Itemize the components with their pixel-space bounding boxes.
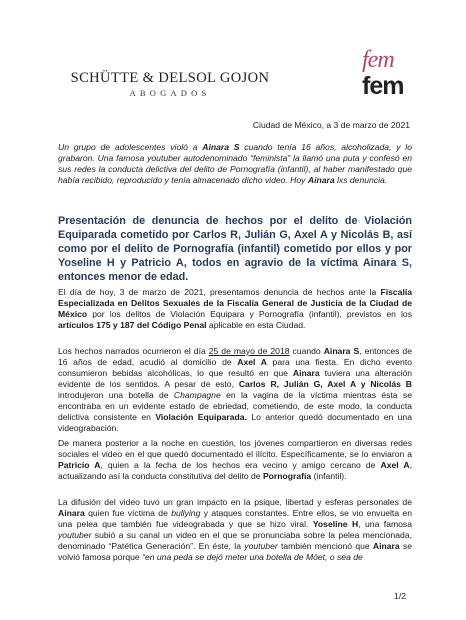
p3-text: De manera posterior a la noche en cuestión, los jóvenes compartieron en diversas redes sociales el video en el que quedó documentado el ilícito. Específicamente, se lo enviaron a <box>58 438 412 459</box>
intro-text: Un grupo de adolescentes violó a <box>58 142 203 152</box>
p4-text: y ataques constantes. Entre ellos, se vio envuelta en una pelea que también fue videograbada y que se hizo viral. <box>58 508 412 529</box>
document-title: Presentación de denuncia de hechos por el delito de Violación Equiparada cometido por Carlos R, Julián G, Axel A y Nicolás B, así como por el delito de Pornografía (infantil) cometido por ellos y por Yoseline H y Patricio A, todos en agravio de la víctima Ainara S, entonces menor de edad. <box>58 215 412 283</box>
p2-italic: Champagne <box>173 390 221 400</box>
firm-name: SCHÜTTE & DELSOL GOJON <box>70 70 270 86</box>
p4-italic: “en una peda se dejó meter una botella de Möet, o sea de <box>142 552 363 562</box>
date-line: Ciudad de México, a 3 de marzo de 2021 <box>252 120 410 130</box>
firm-logo <box>60 70 280 98</box>
p4-bold: Ainara <box>58 508 85 518</box>
p3-text: , quien a la fecha de los hechos era vecino y amigo cercano de <box>100 460 381 470</box>
page-number: 1/2 <box>394 591 406 601</box>
p2-text: para una fiesta. En dicho evento consumieron bebidas alcohólicas, lo que resultó en que <box>58 357 412 378</box>
paragraph-2 <box>58 346 412 434</box>
p3-bold: Pornografía <box>262 471 312 481</box>
p4-italic: bullying <box>171 508 201 518</box>
paragraph-3 <box>58 438 412 482</box>
p2-text: tuviera una alteración evidente de los sentidos. A pesar de esto, <box>58 368 412 389</box>
p1-text: aplicable en esta Ciudad. <box>206 320 306 330</box>
p1-text: El día de hoy, 3 de marzo de 2021, presentamos denuncia de hechos ante la <box>58 287 381 297</box>
p4-text: subió a su canal un video en el que se pronunciaba sobre la pelea mencionada, denominado “Patética Generación”. En éste, la <box>58 530 412 551</box>
p2-bold: Ainara S <box>323 346 360 356</box>
p2-text: Lo anterior quedó documentado en una videograbación. <box>58 412 412 433</box>
p4-italic: youtuber <box>244 541 278 551</box>
p1-bold: artículos 175 y 187 del Código Penal <box>58 320 207 330</box>
p2-bold: Axel A <box>237 357 267 367</box>
p1-bold: Fiscalía Especializada en Delitos Sexuales de la Fiscalía General de Justicia de la Ciudad de México <box>58 287 412 319</box>
p3-text: , actualizando así la conducta constitutiva del delito de <box>58 460 413 481</box>
p3-bold: Axel A <box>380 460 410 470</box>
p2-text: , entonces de 16 años de edad, acudió al domicilio de <box>58 346 412 367</box>
p2-text: Los hechos narrados ocurrieron el día <box>58 346 209 356</box>
p2-text: en la vagina de la víctima mientras ésta se encontraba en un evidente estado de ebriedad, cometiendo, de este modo, la conducta delictiva consistente en <box>58 390 412 422</box>
intro-text: cuando tenía 16 años, alcoholizada, y lo grabaron. Una famosa youtuber autodenominado “feminista” la llamó una puta y confesó en sus redes la conducta delictiva del delito de Pornografía (infantil), al haber manifestado que había recibido, reproducido y tenía almacenado dicho video. Hoy <box>58 142 412 185</box>
p2-bold: Carlos R, Julián G, Axel A y Nicolás B <box>238 379 412 389</box>
p2-bold: Ainara <box>292 368 320 378</box>
p4-text: , una famosa <box>358 519 412 529</box>
p3-text: (infantil). <box>311 471 347 481</box>
p4-text: también mencionó que <box>277 541 373 551</box>
p2-text: introdujeron una botella de <box>58 390 174 400</box>
paragraph-4 <box>58 497 412 563</box>
p4-bold: Ainara <box>372 541 400 551</box>
p4-bold: Yoseline H <box>312 519 359 529</box>
intro-bold: Ainara <box>307 175 335 185</box>
p3-bold: Patricio A <box>58 460 101 470</box>
firm-subtitle: ABOGADOS <box>129 88 211 98</box>
p4-italic: youtuber <box>58 530 92 540</box>
p4-text: La difusión del video tuvo un gran impacto en la psique, libertad y esferas personales de <box>58 497 412 507</box>
paragraph-1 <box>58 287 412 331</box>
p4-text: se volvió famosa porque <box>58 541 413 562</box>
fem-logo-bottom: fem <box>362 72 404 100</box>
p2-text: cuando <box>289 346 324 356</box>
p1-text: por los delitos de Violación Equipara y Pornografía (infantil), previstos en los <box>87 309 412 319</box>
p2-bold: Violación Equiparada. <box>155 412 247 422</box>
fem-logo-top: fem <box>362 47 394 73</box>
p2-underlined-date: 25 de mayo de 2018 <box>208 346 290 356</box>
p4-text: quien fue víctima de <box>84 508 172 518</box>
fem-logo <box>362 48 408 112</box>
intro-bold: Ainara S <box>202 142 240 152</box>
intro-paragraph <box>58 142 412 186</box>
intro-text: lxs denuncia. <box>334 175 388 185</box>
